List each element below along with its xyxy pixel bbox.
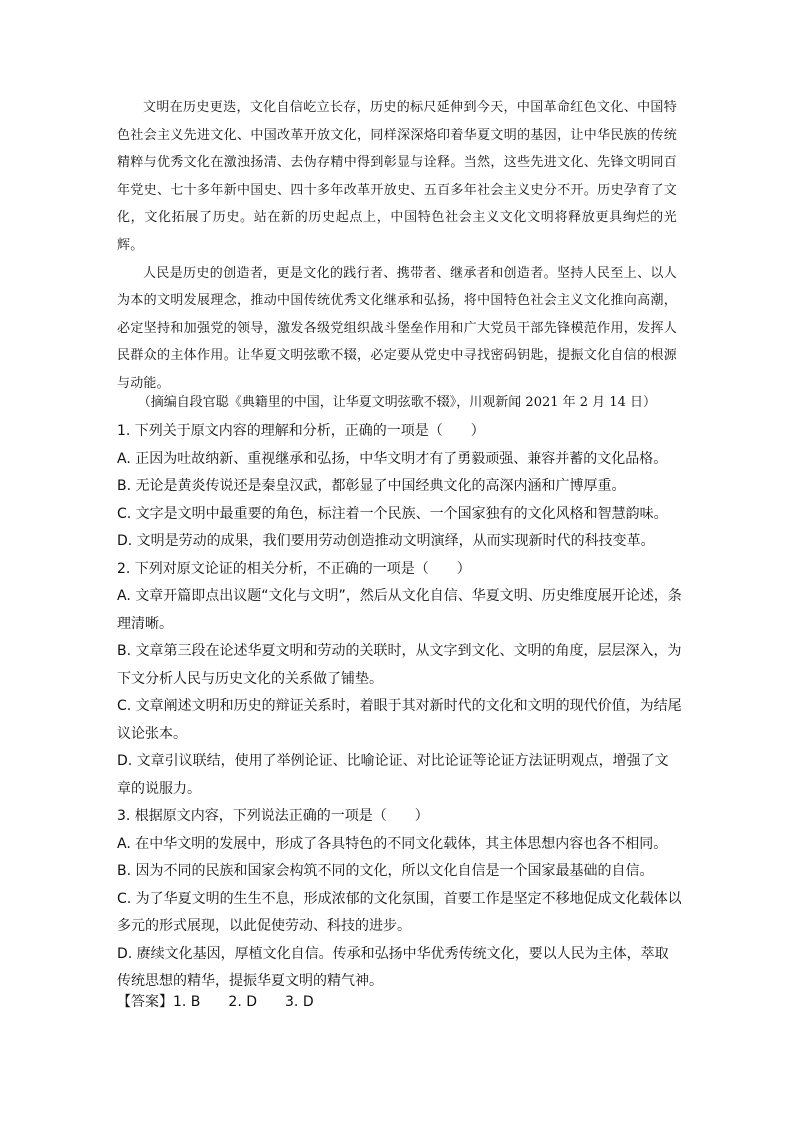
option-b: B. 无论是黄炎传说还是秦皇汉武，都彰显了中国经典文化的高深内涵和广博厚重。 [117, 478, 626, 494]
option-d: D. 赓续文化基因，厚植文化自信。传承和弘扬中华优秀传统文化，要以人民为主体，萃取传统思想的精华，提振华夏文明的精气神。 [117, 945, 669, 989]
passage [117, 94, 677, 398]
question-stem: 1. 下列关于原文内容的理解和分析，正确的一项是（ ） [117, 423, 485, 439]
option-d: D. 文章引议联结，使用了举例论证、比喻论证、对比论证等论证方法证明观点，增强了文章的说服力。 [117, 753, 669, 797]
answer-1: 1. B [173, 994, 201, 1010]
option-c: C. 为了华夏文明的生生不息，形成浓郁的文化氛围，首要工作是坚定不移地促成文化载体以多元的形式展现，以此促使劳动、科技的进步。 [117, 890, 682, 934]
passage-paragraph: 文明在历史更迭，文化自信屹立长存，历史的标尺延伸到今天，中国革命红色文化、中国特色社会主义先进文化、中国改革开放文化，同样深深烙印着华夏文明的基因，让中华民族的传统精粹与优秀文化在激浊扬清、去伪存精中得到彰显与诠释。当然，这些先进文化、先锋文明同百年党史、七十多年新中国史、四十多年改革开放史、五百多年社会主义史分不开。历史孕育了文化，文化拓展了历史。站在新的历史起点上，中国特色社会主义文化文明将释放更具绚烂的光辉。 [117, 100, 677, 253]
answer-2: 2. D [228, 994, 258, 1010]
question-block [117, 556, 682, 804]
question-stem: 2. 下列对原文论证的相关分析，不正确的一项是（ ） [117, 560, 471, 577]
option-c: C. 文章阐述文明和历史的辩证关系时，着眼于其对新时代的文化和文明的现代价值，为结尾议论张本。 [117, 698, 682, 742]
question-stem: 3. 根据原文内容，下列说法正确的一项是（ ） [117, 808, 429, 824]
option-c: C. 文字是文明中最重要的角色，标注着一个民族、一个国家独有的文化风格和智慧韵味。 [117, 505, 668, 522]
passage-paragraph: 人民是历史的创造者，更是文化的践行者、携带者、继承者和创造者。坚持人民至上、以人为本的文明发展理念，推动中国传统优秀文化继承和弘扬，将中国特色社会主义文化推向高潮，必定坚持和加强党的领导，激发各级党组织战斗堡垒作用和广大党员干部先锋模范作用，发挥人民群众的主体作用。让华夏文明弦歌不辍，必定要从党史中寻找密码钥匙，提振文化自信的根源与动能。 [117, 265, 677, 391]
questions [117, 418, 682, 996]
option-a: A. 在中华文明的发展中，形成了各具特色的不同文化载体，其主体思想内容也各不相同。 [117, 835, 668, 852]
answer-label: 【答案】 [117, 994, 173, 1010]
option-d: D. 文明是劳动的成果，我们要用劳动创造推动文明演绎，从而实现新时代的科技变革。 [117, 533, 655, 549]
option-a: A. 正因为吐故纳新、重视继承和弘扬，中华文明才有了勇毅顽强、兼容并蓄的文化品格。 [117, 450, 668, 467]
question-block [117, 803, 682, 996]
option-b: B. 因为不同的民族和国家会构筑不同的文化，所以文化自信是一个国家最基础的自信。 [117, 863, 654, 879]
question-block [117, 418, 682, 556]
option-a: A. 文章开篇即点出议题“文化与文明”，然后从文化自信、华夏文明、历史维度展开论述，条理清晰。 [117, 588, 682, 632]
source-citation: （摘编自段官聪《典籍里的中国，让华夏文明弦歌不辍》，川观新闻 2021 年 2 月 14 日） [137, 395, 656, 410]
answer-line [117, 988, 677, 1016]
option-b: B. 文章第三段在论述华夏文明和劳动的关联时，从文字到文化、文明的角度，层层深入，为下文分析人民与历史文化的关系做了铺垫。 [117, 643, 682, 687]
answer-3: 3. D [285, 994, 314, 1010]
